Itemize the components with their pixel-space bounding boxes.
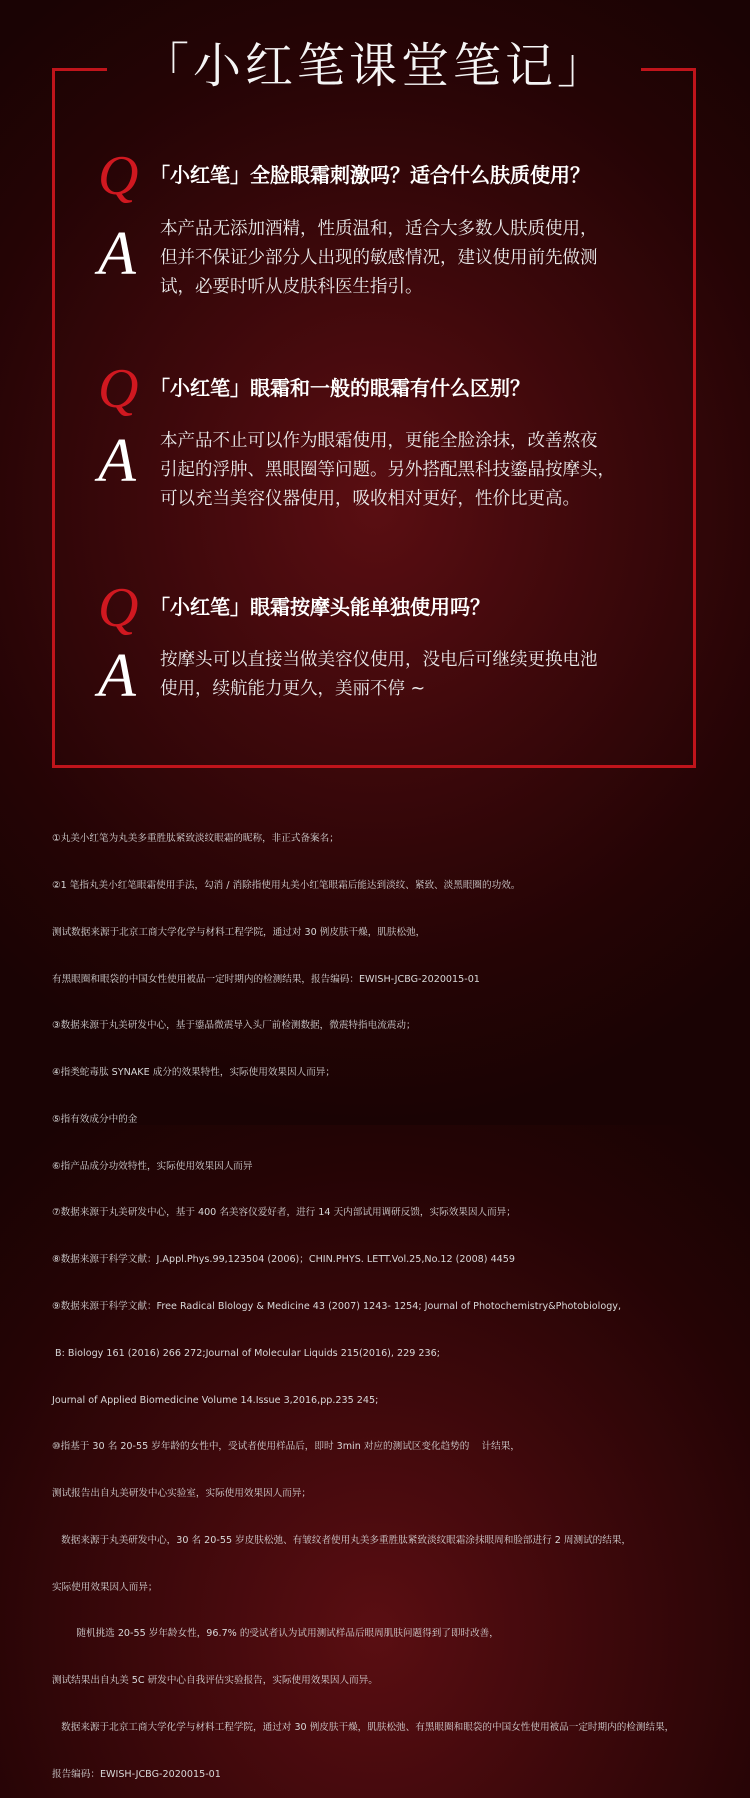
page-title: 「小红笔课堂笔记」 [140,38,609,94]
footnotes [52,800,742,1798]
answer-line: 可以充当美容仪器使用，吸收相对更好，性价比更高。 [160,489,580,509]
answer-line: 引起的浮肿、黑眼圈等问题。另外搭配黑科技鎏晶按摩头， [160,460,615,480]
a-letter: A [98,220,136,288]
footnote-line: ①丸美小红笔为丸美多重胜肽紧致淡纹眼霜的昵称，非正式备案名； [52,833,339,845]
answer-text [160,646,660,704]
footnote-line: 测试结果出自丸美 5C 研发中心自我评估实验报告，实际使用效果因人而异。 [52,1675,378,1687]
footnote-line: 实际使用效果因人而异； [52,1581,158,1593]
answer-text [160,427,660,514]
footnote-line: ②1 笔指丸美小红笔眼霜使用手法，勾消 / 消除指使用丸美小红笔眼霜后能达到淡纹、紧致、淡黑眼圈的功效。 [52,879,521,891]
answer-line: 但并不保证少部分人出现的敏感情况，建议使用前先做测 [160,248,598,268]
q-letter: Q [98,577,139,639]
footnote-line: ⑦数据来源于丸美研发中心，基于 400 名美容仪爱好者，进行 14 天内部试用调研反馈，实际效果因人而异； [52,1207,516,1219]
footnote-line: 报告编码：EWISH-JCBG-2020015-01 [52,1768,221,1780]
question-text: 「小红笔」全脸眼霜刺激吗？适合什么肤质使用？ [150,163,590,187]
footnote-line: ⑨数据来源于科学文献：Free Radical Blology & Medicine 43 (2007) 1243- 1254; Journal of Photochemistry&Photobiology, [52,1301,622,1312]
q-letter: Q [98,145,139,207]
answer-line: 试，必要时听从皮肤科医生指引。 [160,277,423,297]
q-letter: Q [98,358,139,420]
footnote-line: 有黑眼圈和眼袋的中国女性使用被品一定时期内的检测结果，报告编码：EWISH-JCBG-2020015-01 [52,973,480,985]
footnote-line: ⑥指产品成分功效特性，实际使用效果因人而异 [52,1160,253,1172]
footnote-line: ⑤指有效成分中的金 [52,1113,138,1125]
footnote-line: ④指类蛇毒肽 SYNAKE 成分的效果特性，实际使用效果因人而异； [52,1067,335,1079]
answer-line: 使用，续航能力更久，美丽不停 ~ [160,679,426,699]
footnote-line: B: Biology 161 (2016) 266 272;Journal of Molecular Liquids 215(2016), 229 236; [52,1347,440,1359]
footnote-line: ⑧数据来源于科学文献：J.Appl.Phys.99,123504 (2006)；CHIN.PHYS. LETT.Vol.25,No.12 (2008) 4459 [52,1254,515,1266]
footnote-line: 数据来源于北京工商大学化学与材料工程学院，通过对 30 例皮肤干燥，肌肤松弛、有黑眼圈和眼袋的中国女性使用被品一定时期内的检测结果， [52,1722,675,1734]
footnote-line: 测试数据来源于北京工商大学化学与材料工程学院，通过对 30 例皮肤干燥，肌肤松弛， [52,926,426,938]
answer-line: 本产品无添加酒精，性质温和，适合大多数人肤质使用， [160,219,598,239]
answer-line: 按摩头可以直接当做美容仪使用，没电后可继续更换电池 [160,650,598,670]
footnote-line: ③数据来源于丸美研发中心，基于鎏晶微震导入头厂前检测数据，微震特指电流震动； [52,1020,416,1032]
footnote-line: 数据来源于丸美研发中心，30 名 20-55 岁皮肤松弛、有皱纹者使用丸美多重胜肽紧致淡纹眼霜涂抹眼周和脸部进行 2 周测试的结果， [52,1534,632,1546]
answer-line: 本产品不止可以作为眼霜使用，更能全脸涂抹，改善熬夜 [160,431,598,451]
footnote-line: Journal of Applied Biomedicine Volume 14.Issue 3,2016,pp.235 245; [52,1394,379,1406]
a-letter: A [98,642,136,710]
answer-text [160,215,660,302]
question-text: 「小红笔」眼霜和一般的眼霜有什么区别？ [150,376,530,400]
footnote-line: 测试报告出自丸美研发中心实验室，实际使用效果因人而异； [52,1488,312,1500]
question-text: 「小红笔」眼霜按摩头能单独使用吗？ [150,595,490,619]
footnote-line: 随机挑选 20-55 岁年龄女性，96.7% 的受试者认为试用测试样品后眼周肌肤问题得到了即时改善， [52,1628,499,1640]
a-letter: A [98,427,136,495]
footnote-line: ⑩指基于 30 名 20-55 岁年龄的女性中，受试者使用样品后，即时 3min 对应的测试区变化趋势的 计结果， [52,1441,520,1453]
